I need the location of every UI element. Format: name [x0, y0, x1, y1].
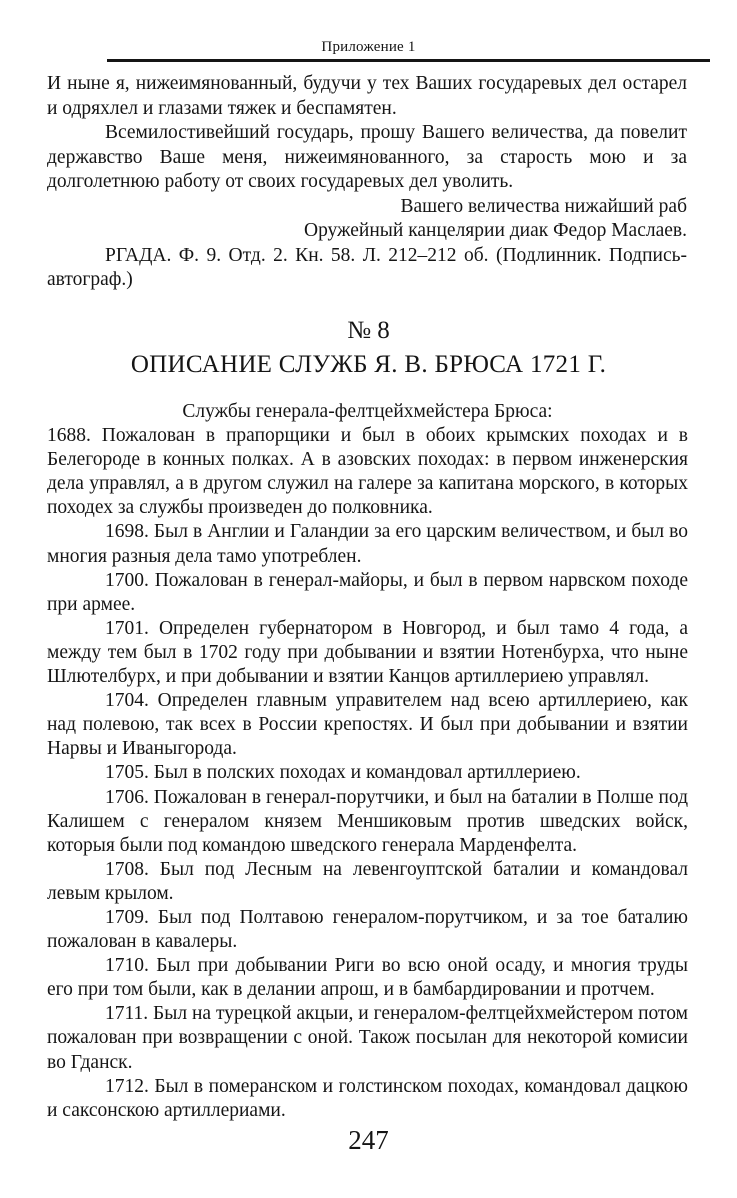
record-entry: 1710. Был при добывании Риги во всю оной осаду, и многия труды его при том были, как в делании апрош, и в бамбардировании и протчем.: [47, 955, 688, 1001]
record-entry: 1711. Был на турецкой акцыи, и генералом-фелтцейхмейстером потом пожалован при возвращении с оной. Також посылан для некоторой комисии во Гданск.: [47, 1003, 688, 1073]
record-heading: Службы генерала-фелтцейхмейстера Брюса:: [182, 401, 553, 422]
record-entry: 1704. Определен главным управителем над всею артиллериею, как над полевою, так всех в России крепостях. И был при добывании и взятии Нарвы и Иваныгорода.: [47, 690, 688, 760]
record-entry: 1698. Был в Англии и Галандии за его царским величеством, и был во многия разныя дела тамо употреблен.: [47, 521, 688, 567]
record-entry: 1688. Пожалован в прапорщики и был в обоих крымских походах и в Белегороде в конных полках. А в азовских походах: в первом инженерския дела управлял, а в другом служил на галере за капитана морского, в которых походех за службы произведен до полковника.: [47, 425, 688, 519]
record-entry: 1709. Был под Полтавою генералом-порутчиком, и за тое баталию пожалован в кавалеры.: [47, 906, 688, 953]
document-title: ОПИСАНИЕ СЛУЖБ Я. В. БРЮСА 1721 Г.: [130, 351, 607, 378]
record-entry: 1705. Был в полских походах и командовал артиллериею.: [105, 762, 581, 784]
record-entry: 1701. Определен губернатором в Новгород, и был тамо 4 года, а между тем был в 1702 году при добывании и взятии Нотенбурха, что ныне Шлютелбурх, и при добывании и взятии Канцов артиллериею управлял.: [47, 617, 688, 688]
record-entry: 1708. Был под Лесным на левенгоуптской баталии и командовал левым крылом.: [47, 858, 688, 904]
running-title: Приложение 1: [321, 39, 416, 55]
service-record: [47, 400, 688, 1123]
letter-ending: [47, 72, 687, 293]
closing-line: Вашего величества нижайший раб: [400, 195, 687, 217]
archive-source: РГАДА. Ф. 9. Отд. 2. Кн. 58. Л. 212–212 об. (Подлинник. Подпись-автограф.): [47, 244, 687, 290]
paragraph: И ныне я, нижеимянованный, будучи у тех Ваших государевых дел остарел и одряхлел и глазами тяжек и беспамятен.: [47, 73, 687, 119]
document-number: № 8: [347, 317, 390, 344]
paragraph: Всемилостивейший государь, прошу Вашего величества, да повелит державство Ваше меня, нижеимянованного, за старость мою и за долголетнюю работу от своих государевых дел уволить.: [47, 122, 687, 192]
header-rule: [107, 59, 710, 62]
record-entry: 1712. Был в померанском и голстинском походах, командовал дацкою и саксонскою артиллериами.: [47, 1075, 688, 1121]
page-number: 247: [348, 1125, 389, 1155]
record-entry: 1706. Пожалован в генерал-порутчики, и был на баталии в Полше под Калишем с генералом князем Меншиковым против шведских войск, которыя были под командою шведского генерала Марденфелта.: [47, 786, 688, 856]
signature-line: Оружейный канцелярии диак Федор Маслаев.: [303, 220, 687, 241]
record-entry: 1700. Пожалован в генерал-майоры, и был в первом нарвском походе при армее.: [47, 569, 688, 615]
